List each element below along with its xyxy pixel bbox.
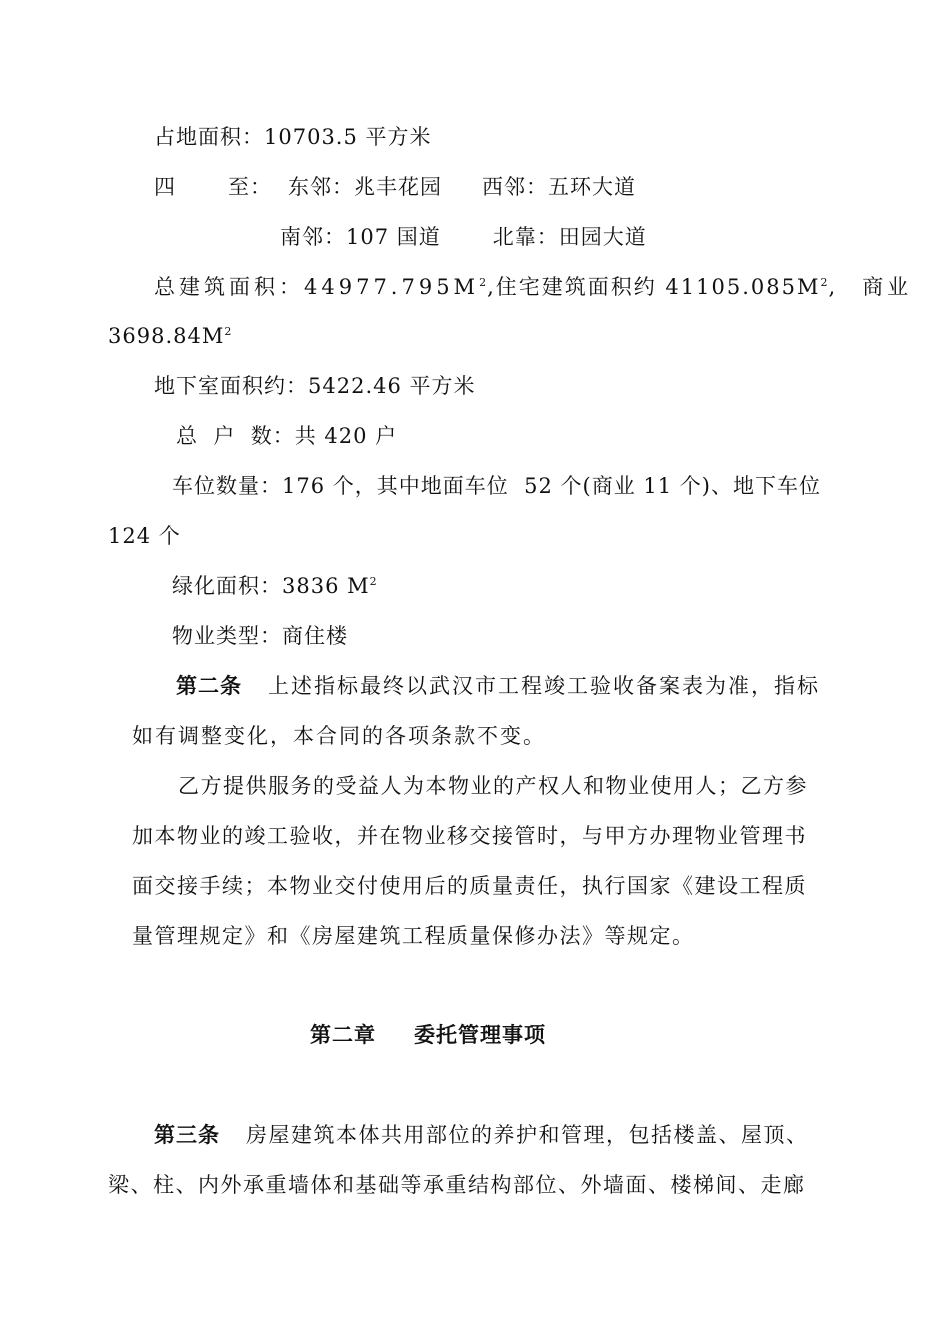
- paragraph-text-2: 加本物业的竣工验收，并在物业移交接管时，与甲方办理物业管理书: [132, 824, 807, 848]
- total-area-text: 总建筑面积：44977.795M: [154, 275, 480, 299]
- land-area-text: 占地面积：10703.5 平方米: [154, 125, 432, 149]
- north-neighbor: 北靠：田园大道: [492, 225, 647, 249]
- chapter-heading: [310, 1021, 546, 1049]
- commercial-area-line: [108, 322, 232, 350]
- boundary-line-2: [280, 223, 647, 251]
- boundary-line: [154, 173, 636, 201]
- article-3-line-1: [154, 1121, 809, 1149]
- commercial-area-text: 3698.84M: [108, 324, 225, 348]
- article-2-text-2: 如有调整变化，本合同的各项条款不变。: [132, 724, 546, 748]
- households-text: 总 户 数：共 420 户: [176, 424, 398, 448]
- chapter-title: 委托管理事项: [414, 1022, 546, 1047]
- paragraph-text-3: 面交接手续；本物业交付使用后的质量责任，执行国家《建设工程质: [132, 874, 807, 898]
- green-area-line: [172, 572, 378, 600]
- boundary-label: 四: [154, 175, 176, 199]
- parking-text-1: 车位数量：176 个，其中地面车位 52 个(商业 11 个)、地下车位: [172, 474, 821, 498]
- south-neighbor: 南邻：107 国道: [280, 225, 441, 249]
- residential-area-text: ,住宅建筑面积约 41105.085M: [487, 275, 821, 299]
- article-2-text-1: 上述指标最终以武汉市工程竣工验收备案表为准，指标: [268, 674, 820, 698]
- superscript: 2: [479, 276, 488, 289]
- commercial-label: 商业: [862, 275, 913, 299]
- paragraph-line-1: [178, 772, 808, 800]
- article-2-line-1: [176, 672, 820, 700]
- parking-line-2: [108, 522, 181, 550]
- parking-text-2: 124 个: [108, 524, 181, 548]
- paragraph-text-1: 乙方提供服务的受益人为本物业的产权人和物业使用人；乙方参: [178, 774, 808, 798]
- article-2-line-2: [132, 722, 546, 750]
- superscript: 2: [820, 276, 829, 289]
- property-type-text: 物业类型：商住楼: [172, 624, 348, 648]
- chapter-number: 第二章: [310, 1022, 376, 1047]
- paragraph-line-3: [132, 872, 807, 900]
- households-line: [176, 422, 397, 450]
- property-type-line: [172, 622, 348, 650]
- land-area-line: [154, 123, 432, 151]
- comma: ,: [828, 275, 837, 299]
- superscript: 2: [369, 575, 378, 588]
- west-neighbor: 西邻：五环大道: [482, 175, 636, 199]
- article-3-line-2: [108, 1171, 806, 1199]
- article-3-text-2: 梁、柱、内外承重墙体和基础等承重结构部位、外墙面、楼梯间、走廊: [108, 1173, 806, 1197]
- paragraph-line-2: [132, 822, 807, 850]
- superscript: 2: [224, 325, 233, 338]
- boundary-label-2: 至：: [228, 175, 272, 199]
- paragraph-text-4: 量管理规定》和《房屋建筑工程质量保修办法》等规定。: [132, 924, 695, 948]
- green-area-text: 绿化面积：3836 M: [172, 574, 370, 598]
- article-3-title: 第三条: [154, 1122, 220, 1147]
- article-3-text-1: 房屋建筑本体共用部位的养护和管理，包括楼盖、屋顶、: [246, 1123, 809, 1147]
- article-2-title: 第二条: [176, 673, 242, 698]
- basement-line: [154, 372, 476, 400]
- total-area-line: [154, 273, 912, 301]
- east-neighbor: 东邻：兆丰花园: [288, 175, 442, 199]
- basement-text: 地下室面积约：5422.46 平方米: [154, 374, 476, 398]
- paragraph-line-4: [132, 922, 695, 950]
- parking-line-1: [172, 472, 821, 500]
